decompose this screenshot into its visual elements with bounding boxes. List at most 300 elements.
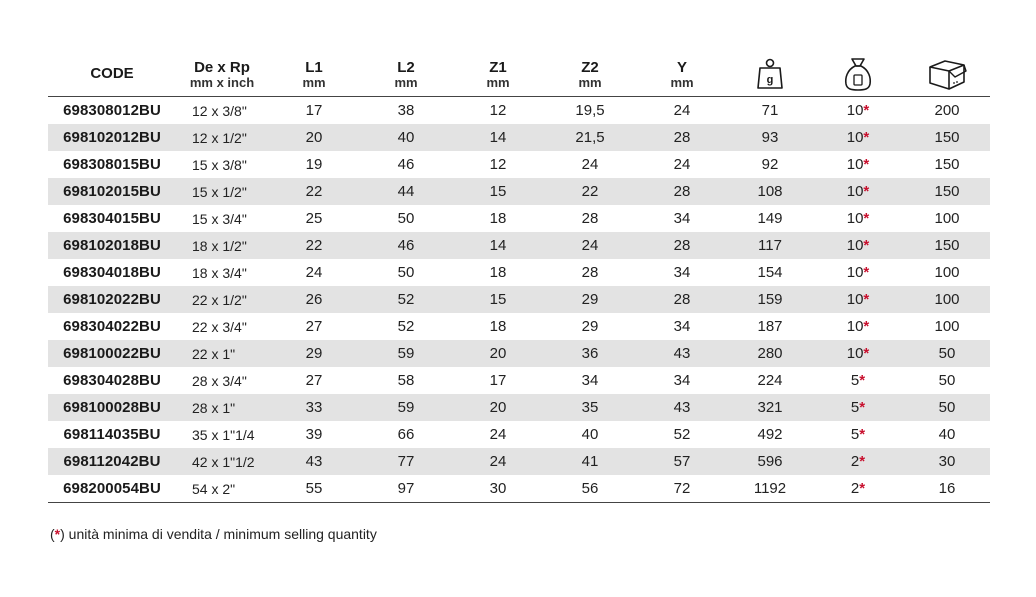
cell-bag: [812, 394, 904, 421]
cell-code: [48, 367, 176, 394]
min-qty-star: *: [863, 345, 870, 362]
cell-code-value: 698112042BU: [63, 453, 161, 470]
header-y-unit: mm: [670, 74, 694, 90]
cell-z1-value: 24: [489, 453, 507, 470]
cell-l1: [268, 448, 360, 475]
cell-dexrp: [176, 178, 268, 205]
min-qty-star: *: [863, 318, 870, 335]
header-code: [48, 52, 176, 97]
cell-z1-value: 18: [489, 210, 507, 227]
cell-code-value: 698308012BU: [63, 102, 161, 119]
cell-box: [904, 475, 990, 503]
cell-l1: [268, 259, 360, 286]
cell-box: [904, 340, 990, 367]
box-icon: [926, 57, 968, 91]
cell-y-value: 57: [673, 453, 691, 470]
min-qty-star: *: [863, 291, 870, 308]
cell-weight: [728, 151, 812, 178]
cell-bag: [812, 286, 904, 313]
header-l1: [268, 52, 360, 97]
footnote: [50, 526, 377, 542]
table-row: [48, 124, 990, 151]
cell-z1: [452, 286, 544, 313]
cell-bag-value: 10: [846, 129, 864, 146]
header-l1-unit: mm: [302, 74, 326, 90]
cell-weight: [728, 340, 812, 367]
cell-l2-value: 44: [397, 183, 415, 200]
cell-dexrp-value: 18 x 3/4": [192, 264, 247, 281]
table-row: [48, 205, 990, 232]
cell-z1: [452, 367, 544, 394]
cell-y: [636, 124, 728, 151]
cell-z2-value: 22: [581, 183, 599, 200]
cell-z2: [544, 259, 636, 286]
cell-z1: [452, 394, 544, 421]
cell-box: [904, 448, 990, 475]
cell-dexrp: [176, 421, 268, 448]
table-row: [48, 232, 990, 259]
cell-dexrp: [176, 205, 268, 232]
cell-z2: [544, 232, 636, 259]
header-code-label: CODE: [90, 65, 134, 82]
cell-z2: [544, 313, 636, 340]
cell-l2: [360, 232, 452, 259]
header-dexrp-unit: mm x inch: [189, 74, 255, 90]
cell-z1: [452, 205, 544, 232]
footnote-star: *: [54, 526, 61, 542]
cell-l2-value: 59: [397, 399, 415, 416]
cell-code: [48, 394, 176, 421]
cell-l2-value: 58: [397, 372, 415, 389]
header-y-title: Y: [676, 58, 687, 76]
cell-weight: [728, 475, 812, 503]
cell-bag: [812, 421, 904, 448]
cell-weight: [728, 394, 812, 421]
cell-l1: [268, 151, 360, 178]
header-bag: [812, 52, 904, 97]
cell-code-value: 698102022BU: [63, 291, 161, 308]
cell-bag: [812, 205, 904, 232]
cell-box-value: 150: [934, 237, 960, 254]
cell-weight: [728, 124, 812, 151]
cell-l1-value: 43: [305, 453, 323, 470]
table-row: [48, 286, 990, 313]
cell-dexrp: [176, 340, 268, 367]
cell-y: [636, 286, 728, 313]
cell-weight-value: 280: [757, 345, 783, 362]
min-qty-star: *: [859, 399, 866, 416]
cell-box-value: 40: [938, 426, 956, 443]
cell-box-value: 100: [934, 210, 960, 227]
cell-z2-value: 28: [581, 264, 599, 281]
cell-bag: [812, 232, 904, 259]
cell-l1-value: 19: [305, 156, 323, 173]
cell-box-value: 50: [938, 345, 956, 362]
min-qty-star: *: [863, 210, 870, 227]
cell-weight: [728, 286, 812, 313]
cell-z1-value: 14: [489, 129, 507, 146]
cell-l2-value: 52: [397, 291, 415, 308]
cell-code: [48, 286, 176, 313]
cell-l2: [360, 313, 452, 340]
cell-z1: [452, 421, 544, 448]
cell-z2-value: 29: [581, 291, 599, 308]
cell-box-value: 150: [934, 183, 960, 200]
cell-y-value: 43: [673, 399, 691, 416]
min-qty-star: *: [859, 426, 866, 443]
cell-code: [48, 151, 176, 178]
table-row: [48, 97, 990, 125]
cell-weight: [728, 421, 812, 448]
cell-z1-value: 17: [489, 372, 507, 389]
cell-z1-value: 14: [489, 237, 507, 254]
cell-code: [48, 178, 176, 205]
table-row: [48, 151, 990, 178]
cell-z2-value: 35: [581, 399, 599, 416]
cell-code-value: 698304028BU: [63, 372, 161, 389]
cell-box-value: 50: [938, 372, 956, 389]
cell-l1-value: 27: [305, 318, 323, 335]
cell-dexrp: [176, 475, 268, 503]
cell-dexrp-value: 22 x 1": [192, 345, 236, 362]
cell-l2: [360, 367, 452, 394]
cell-z2-value: 29: [581, 318, 599, 335]
cell-bag: [812, 178, 904, 205]
cell-bag-value: 10: [846, 210, 864, 227]
cell-box-value: 200: [934, 102, 960, 119]
min-qty-star: *: [859, 480, 866, 497]
cell-l2: [360, 151, 452, 178]
table-row: [48, 259, 990, 286]
cell-l2: [360, 97, 452, 125]
cell-l1: [268, 421, 360, 448]
cell-box-value: 100: [934, 291, 960, 308]
cell-box: [904, 232, 990, 259]
cell-z1: [452, 448, 544, 475]
cell-y-value: 34: [673, 318, 691, 335]
cell-weight: [728, 97, 812, 125]
cell-z2: [544, 394, 636, 421]
cell-dexrp-value: 15 x 1/2": [192, 183, 247, 200]
header-weight: [728, 52, 812, 97]
table-row: [48, 448, 990, 475]
cell-l1: [268, 475, 360, 503]
min-qty-star: *: [863, 237, 870, 254]
cell-l1-value: 27: [305, 372, 323, 389]
cell-l2-value: 52: [397, 318, 415, 335]
cell-bag-value: 10: [846, 264, 864, 281]
spec-table-wrapper: [48, 52, 990, 503]
cell-box: [904, 259, 990, 286]
min-qty-star: *: [863, 102, 870, 119]
cell-y-value: 24: [673, 102, 691, 119]
cell-y-value: 34: [673, 372, 691, 389]
cell-l2: [360, 178, 452, 205]
cell-z2: [544, 340, 636, 367]
cell-l2: [360, 394, 452, 421]
header-l1-title: L1: [305, 58, 323, 76]
cell-dexrp-value: 12 x 1/2": [192, 129, 247, 146]
cell-z2-value: 36: [581, 345, 599, 362]
table-row: [48, 394, 990, 421]
cell-code: [48, 475, 176, 503]
cell-z1: [452, 97, 544, 125]
cell-y-value: 28: [673, 237, 691, 254]
cell-code-value: 698200054BU: [63, 480, 161, 497]
min-qty-star: *: [863, 129, 870, 146]
cell-code: [48, 340, 176, 367]
cell-y-value: 34: [673, 210, 691, 227]
header-l2: [360, 52, 452, 97]
min-qty-star: *: [859, 453, 866, 470]
cell-bag-value: 10: [846, 237, 864, 254]
cell-y: [636, 475, 728, 503]
cell-l2-value: 66: [397, 426, 415, 443]
cell-bag: [812, 448, 904, 475]
cell-l1-value: 26: [305, 291, 323, 308]
cell-y: [636, 259, 728, 286]
cell-dexrp: [176, 232, 268, 259]
cell-dexrp: [176, 124, 268, 151]
cell-z1-value: 15: [489, 291, 507, 308]
cell-z2: [544, 151, 636, 178]
cell-bag-value: 10: [846, 183, 864, 200]
header-box: [904, 52, 990, 97]
cell-code-value: 698304018BU: [63, 264, 161, 281]
cell-code: [48, 124, 176, 151]
cell-l1-value: 17: [305, 102, 323, 119]
cell-z2-value: 34: [581, 372, 599, 389]
cell-weight-value: 154: [757, 264, 783, 281]
header-y: [636, 52, 728, 97]
cell-weight-value: 108: [757, 183, 783, 200]
cell-box: [904, 124, 990, 151]
cell-l2: [360, 205, 452, 232]
cell-dexrp: [176, 367, 268, 394]
cell-z2: [544, 97, 636, 125]
cell-l1-value: 22: [305, 183, 323, 200]
cell-dexrp: [176, 394, 268, 421]
cell-l1-value: 24: [305, 264, 323, 281]
cell-z1: [452, 178, 544, 205]
cell-z1-value: 30: [489, 480, 507, 497]
cell-weight: [728, 232, 812, 259]
cell-z1-value: 12: [489, 102, 507, 119]
cell-code-value: 698114035BU: [63, 426, 161, 443]
cell-dexrp: [176, 448, 268, 475]
cell-l1: [268, 286, 360, 313]
weight-icon-letter: g: [766, 74, 774, 86]
cell-z2-value: 41: [581, 453, 599, 470]
cell-l1-value: 33: [305, 399, 323, 416]
cell-y: [636, 232, 728, 259]
cell-weight-value: 159: [757, 291, 783, 308]
min-qty-star: *: [863, 183, 870, 200]
cell-box: [904, 178, 990, 205]
cell-z1-value: 15: [489, 183, 507, 200]
cell-z1-value: 18: [489, 264, 507, 281]
cell-weight-value: 93: [761, 129, 779, 146]
cell-z1: [452, 232, 544, 259]
cell-dexrp-value: 28 x 3/4": [192, 372, 247, 389]
cell-z2: [544, 205, 636, 232]
cell-weight: [728, 205, 812, 232]
cell-code-value: 698100022BU: [63, 345, 161, 362]
cell-y-value: 34: [673, 264, 691, 281]
cell-bag-value: 2: [850, 480, 860, 497]
cell-l1: [268, 394, 360, 421]
cell-z1-value: 20: [489, 399, 507, 416]
cell-l1: [268, 313, 360, 340]
cell-y: [636, 340, 728, 367]
cell-box: [904, 151, 990, 178]
cell-weight-value: 71: [761, 102, 779, 119]
cell-z2: [544, 475, 636, 503]
cell-weight-value: 321: [757, 399, 783, 416]
cell-bag-value: 10: [846, 291, 864, 308]
cell-z1-value: 12: [489, 156, 507, 173]
cell-code: [48, 448, 176, 475]
cell-y-value: 28: [673, 129, 691, 146]
cell-l2-value: 46: [397, 156, 415, 173]
cell-weight: [728, 448, 812, 475]
cell-l1: [268, 340, 360, 367]
header-l2-unit: mm: [394, 74, 418, 90]
cell-box-value: 150: [934, 156, 960, 173]
table-row: [48, 313, 990, 340]
cell-code: [48, 259, 176, 286]
cell-z2-value: 24: [581, 156, 599, 173]
cell-code: [48, 421, 176, 448]
cell-y: [636, 313, 728, 340]
header-dexrp-title: De x Rp: [194, 58, 250, 76]
cell-z2: [544, 124, 636, 151]
cell-l2-value: 50: [397, 264, 415, 281]
cell-l1: [268, 97, 360, 125]
cell-l2-value: 59: [397, 345, 415, 362]
cell-z2: [544, 178, 636, 205]
cell-box: [904, 205, 990, 232]
cell-z2-value: 19,5: [575, 102, 605, 119]
min-qty-star: *: [859, 372, 866, 389]
cell-z2-value: 56: [581, 480, 599, 497]
cell-bag-value: 10: [846, 156, 864, 173]
table-header: [48, 52, 990, 97]
header-dexrp: [176, 52, 268, 97]
cell-dexrp-value: 12 x 3/8": [192, 102, 247, 119]
table-row: [48, 421, 990, 448]
cell-bag-value: 5: [850, 399, 860, 416]
cell-l2: [360, 259, 452, 286]
cell-box: [904, 313, 990, 340]
cell-l1-value: 20: [305, 129, 323, 146]
cell-box-value: 150: [934, 129, 960, 146]
table-row: [48, 340, 990, 367]
cell-y-value: 52: [673, 426, 691, 443]
cell-weight: [728, 259, 812, 286]
cell-y-value: 24: [673, 156, 691, 173]
cell-bag-value: 10: [846, 345, 864, 362]
cell-bag: [812, 313, 904, 340]
cell-dexrp-value: 15 x 3/4": [192, 210, 247, 227]
cell-y-value: 28: [673, 291, 691, 308]
cell-code: [48, 232, 176, 259]
cell-dexrp: [176, 313, 268, 340]
cell-l1: [268, 205, 360, 232]
cell-z2-value: 40: [581, 426, 599, 443]
cell-dexrp-value: 54 x 2": [192, 480, 236, 497]
cell-weight-value: 117: [758, 237, 782, 254]
cell-z1: [452, 151, 544, 178]
cell-l2-value: 97: [397, 480, 415, 497]
cell-z2: [544, 448, 636, 475]
cell-z1: [452, 475, 544, 503]
cell-y-value: 43: [673, 345, 691, 362]
cell-l1: [268, 232, 360, 259]
cell-l2: [360, 421, 452, 448]
cell-box-value: 100: [934, 264, 960, 281]
cell-z2: [544, 421, 636, 448]
cell-box-value: 16: [938, 480, 956, 497]
footnote-text: ) unità minima di vendita / minimum selling quantity: [60, 526, 377, 542]
header-z1-unit: mm: [486, 74, 510, 90]
cell-dexrp-value: 42 x 1"1/2: [192, 453, 255, 470]
footnote-open: (: [50, 526, 55, 542]
min-qty-star: *: [863, 264, 870, 281]
cell-dexrp-value: 28 x 1": [192, 399, 236, 416]
cell-l2: [360, 124, 452, 151]
header-z1: [452, 52, 544, 97]
cell-code: [48, 205, 176, 232]
cell-code-value: 698304015BU: [63, 210, 161, 227]
cell-l1-value: 55: [305, 480, 323, 497]
cell-bag: [812, 340, 904, 367]
cell-z2-value: 24: [581, 237, 599, 254]
cell-l2-value: 38: [397, 102, 415, 119]
cell-bag-value: 10: [846, 102, 864, 119]
cell-y: [636, 97, 728, 125]
cell-l2: [360, 448, 452, 475]
cell-z1-value: 24: [489, 426, 507, 443]
cell-bag: [812, 259, 904, 286]
cell-bag: [812, 367, 904, 394]
cell-l2: [360, 286, 452, 313]
cell-weight-value: 1192: [753, 480, 787, 497]
spec-table: [48, 52, 990, 503]
cell-l1-value: 25: [305, 210, 323, 227]
cell-l2-value: 77: [397, 453, 415, 470]
cell-code-value: 698304022BU: [63, 318, 161, 335]
cell-code: [48, 97, 176, 125]
cell-weight-value: 92: [761, 156, 779, 173]
cell-z1-value: 18: [489, 318, 507, 335]
cell-box-value: 30: [938, 453, 956, 470]
cell-l2-value: 50: [397, 210, 415, 227]
cell-code-value: 698100028BU: [63, 399, 161, 416]
cell-dexrp-value: 22 x 3/4": [192, 318, 247, 335]
cell-weight: [728, 313, 812, 340]
cell-dexrp-value: 35 x 1"1/4: [192, 426, 255, 443]
table-body: [48, 97, 990, 503]
cell-weight-value: 224: [757, 372, 783, 389]
cell-l1-value: 39: [305, 426, 323, 443]
cell-l2: [360, 340, 452, 367]
header-z1-title: Z1: [489, 58, 507, 76]
cell-bag-value: 2: [850, 453, 860, 470]
cell-code-value: 698102012BU: [63, 129, 161, 146]
cell-dexrp: [176, 286, 268, 313]
cell-bag-value: 10: [846, 318, 864, 335]
